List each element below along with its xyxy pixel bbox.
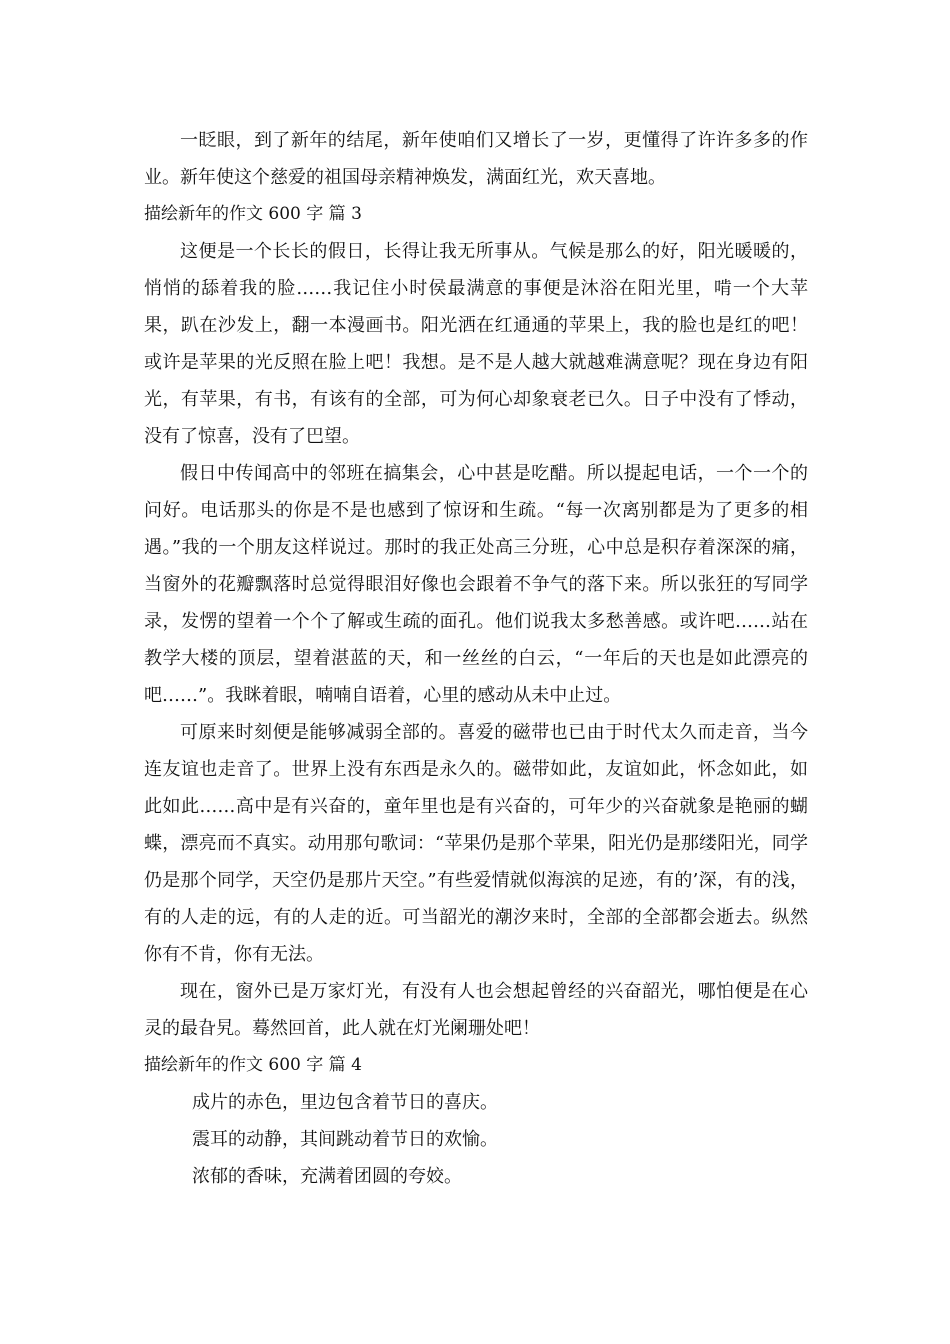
poem-line: 浓郁的香味，充满着团圆的夸姣。 xyxy=(192,1166,462,1187)
paragraph: 假日中传闻高中的邻班在搞集会，心中甚是吃醋。所以提起电话，一个一个的问好。电话那头的你是不是也感到了惊讶和生疏。“每一次离别都是为了更多的相遇。”我的一个朋友这样说过。那时的我正处高三分班，心中总是积存着深深的痛，当窗外的花瓣飘落时总觉得眼泪好像也会跟着不争气的落下来。所以张狂的写同学录，发愣的望着一个个了解或生疏的面孔。他们说我太多愁善感。或许吧……站在教学大楼的顶层，望着湛蓝的天，和一丝丝的白云，“一年后的天也是如此漂亮的吧……”。我眯着眼，喃喃自语着，心里的感动从未中止过。 xyxy=(144,463,808,706)
paragraph: 现在，窗外已是万家灯光，有没有人也会想起曾经的兴奋韶光，哪怕便是在心灵的最旮旯。蓦然回首，此人就在灯光阑珊处吧！ xyxy=(144,981,808,1039)
document-page xyxy=(144,122,808,1195)
intro-paragraph: 一眨眼，到了新年的结尾，新年使咱们又增长了一岁，更懂得了许许多多的作业。新年使这个慈爱的祖国母亲精神焕发，满面红光，欢天喜地。 xyxy=(144,130,808,188)
paragraph: 这便是一个长长的假日，长得让我无所事从。气候是那么的好，阳光暖暖的，悄悄的舔着我的脸……我记住小时侯最满意的事便是沐浴在阳光里，啃一个大苹果，趴在沙发上，翻一本漫画书。阳光洒在红通通的苹果上，我的脸也是红的吧！或许是苹果的光反照在脸上吧！我想。是不是人越大就越难满意呢？现在身边有阳光，有苹果，有书，有该有的全部，可为何心却象衰老已久。日子中没有了悸动，没有了惊喜，没有了巴望。 xyxy=(144,241,808,447)
intro-block xyxy=(144,122,808,196)
poem-line: 成片的赤色，里边包含着节日的喜庆。 xyxy=(192,1092,498,1113)
section-3-body xyxy=(144,233,808,1047)
section-4-title: 描绘新年的作文 600 字 篇 4 xyxy=(144,1055,362,1075)
paragraph: 可原来时刻便是能够减弱全部的。喜爱的磁带也已由于时代太久而走音，当今连友谊也走音了。世界上没有东西是永久的。磁带如此，友谊如此，怀念如此，如此如此……高中是有兴奋的，童年里也是有兴奋的，可年少的兴奋就象是艳丽的蝴蝶，漂亮而不真实。动用那句歌词：“苹果仍是那个苹果，阳光仍是那缕阳光，同学仍是那个同学，天空仍是那片天空。”有些爱情就似海滨的足迹，有的’深，有的浅，有的人走的远，有的人走的近。可当韶光的潮汐来时，全部的全部都会逝去。纵然你有不肯，你有无法。 xyxy=(144,722,808,965)
section-3-title: 描绘新年的作文 600 字 篇 3 xyxy=(144,204,362,224)
section-4-body xyxy=(144,1084,808,1195)
poem-line: 震耳的动静，其间跳动着节日的欢愉。 xyxy=(192,1129,498,1150)
